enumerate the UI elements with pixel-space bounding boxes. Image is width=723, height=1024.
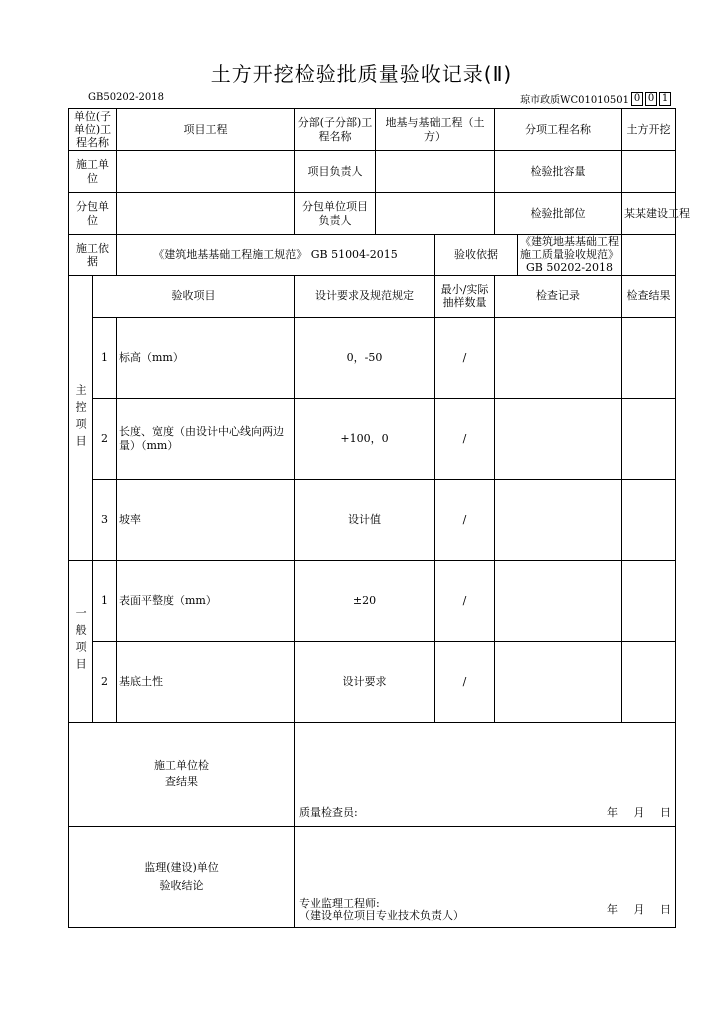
unit-project-label: 单位(子单位)工程名称 (69, 109, 117, 151)
subcontract-manager-value[interactable] (376, 193, 495, 234)
row-result[interactable] (622, 641, 676, 722)
column-result: 检查结果 (622, 275, 676, 317)
record-code-prefix: 琼市政质WC01010501 (520, 95, 629, 106)
row-record[interactable] (495, 641, 622, 722)
construction-check-label: 施工单位检查结果 (154, 758, 209, 789)
row-number: 3 (93, 479, 117, 560)
supervision-label-cell (69, 826, 295, 927)
general-label-cell (69, 560, 93, 722)
project-manager-label: 项目负责人 (295, 151, 376, 192)
column-requirement: 设计要求及规范规定 (295, 275, 435, 317)
column-record: 检查记录 (495, 275, 622, 317)
record-code-digit[interactable]: 0 (631, 92, 643, 106)
table-row (69, 398, 676, 479)
acceptance-basis-spacer (622, 235, 676, 276)
row-item: 基底土性 (117, 641, 295, 722)
row-number: 1 (93, 317, 117, 398)
table-row (69, 317, 676, 398)
table-row (69, 560, 676, 641)
row-result[interactable] (622, 560, 676, 641)
row-sampling[interactable]: / (435, 398, 495, 479)
row-result[interactable] (622, 479, 676, 560)
row-requirement: 0，-50 (295, 317, 435, 398)
row-number: 2 (93, 641, 117, 722)
standard-number: GB50202-2018 (88, 92, 164, 103)
batch-capacity-value[interactable] (622, 151, 676, 193)
main-control-label-cell (69, 275, 93, 560)
subcontractor-value[interactable] (117, 193, 295, 235)
row-result[interactable] (622, 398, 676, 479)
owner-technical-lead-label: （建设单位项目专业技术负责人） (299, 909, 464, 923)
row-number: 1 (93, 560, 117, 641)
record-code-digit[interactable]: 1 (659, 92, 671, 106)
construction-unit-label: 施工单位 (69, 151, 117, 193)
batch-location-value[interactable]: 某某建设工程 (622, 193, 676, 235)
quality-inspector-label: 质量检查员: (299, 806, 358, 820)
construction-unit-value[interactable] (117, 151, 295, 193)
row-record[interactable] (495, 317, 622, 398)
row-number: 2 (93, 398, 117, 479)
general-label: 一般项目 (74, 607, 88, 676)
construction-check-label-cell (69, 722, 295, 826)
construction-basis-value[interactable]: 《建筑地基基础工程施工规范》 GB 51004-2015 (117, 235, 435, 276)
row-record[interactable] (495, 398, 622, 479)
subitem-label: 分项工程名称 (495, 109, 622, 151)
page-title: 土方开挖检验批质量验收记录(Ⅱ) (210, 62, 513, 86)
construction-basis-label: 施工依据 (69, 235, 117, 276)
row-sampling[interactable]: / (435, 560, 495, 641)
row-item: 标高（mm） (117, 317, 295, 398)
record-code (520, 91, 671, 106)
row-requirement: 设计值 (295, 479, 435, 560)
batch-capacity-label: 检验批容量 (495, 151, 622, 193)
supervision-date: 年 月 日 (607, 903, 671, 917)
acceptance-basis-label: 验收依据 (435, 235, 518, 275)
row-sampling[interactable]: / (435, 317, 495, 398)
column-sampling: 最小/实际抽样数量 (435, 275, 495, 317)
project-manager-value[interactable] (376, 151, 495, 192)
unit-project-value[interactable]: 项目工程 (117, 109, 295, 151)
row-requirement: 设计要求 (295, 641, 435, 722)
construction-check-date: 年 月 日 (607, 806, 671, 820)
batch-location-label: 检验批部位 (495, 193, 622, 235)
subcontractor-label: 分包单位 (69, 193, 117, 235)
row-result[interactable] (622, 317, 676, 398)
table-row (69, 479, 676, 560)
row-item: 长度、宽度（由设计中心线向两边量）（mm） (117, 398, 295, 479)
row-record[interactable] (495, 479, 622, 560)
row-sampling[interactable]: / (435, 641, 495, 722)
construction-check-area[interactable] (295, 722, 676, 826)
row-item: 表面平整度（mm） (117, 560, 295, 641)
acceptance-basis-value[interactable]: 《建筑地基基础工程施工质量验收规范》GB 50202-2018 (520, 235, 619, 275)
subcontract-manager-label: 分包单位项目负责人 (295, 193, 376, 234)
supervision-label: 监理(建设)单位验收结论 (144, 860, 219, 892)
inspection-form (68, 108, 690, 928)
table-row (69, 641, 676, 722)
record-code-digit[interactable]: 0 (645, 92, 657, 106)
division-label: 分部(子分部)工程名称 (295, 109, 376, 150)
row-requirement: ±20 (295, 560, 435, 641)
row-requirement: +100，0 (295, 398, 435, 479)
row-sampling[interactable]: / (435, 479, 495, 560)
row-item: 坡率 (117, 479, 295, 560)
division-value[interactable]: 地基与基础工程（土方） (385, 116, 485, 143)
supervising-engineer-label: 专业监理工程师: (299, 897, 380, 911)
row-record[interactable] (495, 560, 622, 641)
supervision-area[interactable] (295, 826, 676, 927)
subitem-value[interactable]: 土方开挖 (622, 109, 676, 151)
column-item: 验收项目 (93, 275, 295, 317)
main-control-label: 主控项目 (74, 383, 88, 452)
